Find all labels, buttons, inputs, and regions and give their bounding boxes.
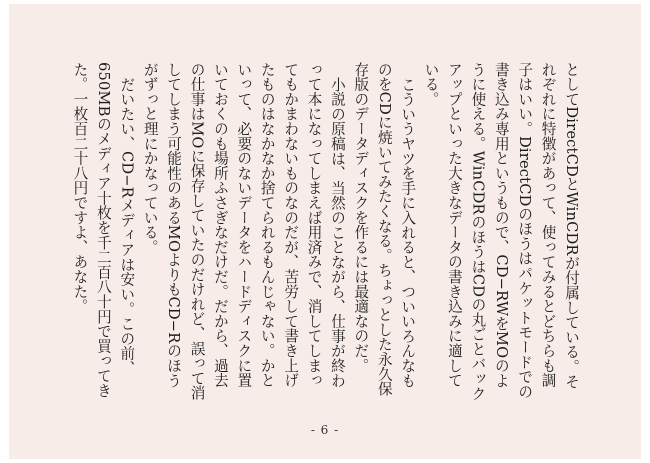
body-text: [68, 62, 583, 402]
paragraph: としてDirectCDとWinCDRが付属している。それぞれに特徴があって、使ってみるとどちらも調子はいい。DirectCDのほうはパケットモードでの書き込み専用というもので、CD−RWをMOのように使える。WinCDRのほうはCDの丸ごとバックアップといった大きなデータの書き込みに適している。: [422, 62, 580, 401]
paragraph: だいたい、CD−Rメディアは安い。この前、650MBのメディア十枚を千二百八十円で買ってきた。一枚百二十八円ですよ、あなた。: [71, 62, 136, 398]
page-number: - 6 -: [310, 423, 340, 437]
paragraph: 小説の原稿は、当然のことながら、仕事が終わって本になってしまえば用済みで、消してしまってもかまわないものなのだが、苦労して書き上げたものはなかなか捨てられるもんじゃない。かといって、必要のないデータをハードディスクに置いておくのも場所ふさぎなだけだ。だから、過去の仕事はMOに保存していたのだけれど、誤って消してしまう可能性のあるMOよりもCD−Rのほうがずっと理にかなっている。: [141, 62, 346, 401]
paragraph: こういうヤツを手に入れると、ついいろんなものをCDに焼いてみたくなる。ちょっとした永久保存版のデータディスクを作るには最適なのだ。: [352, 62, 417, 397]
page: [9, 4, 641, 459]
